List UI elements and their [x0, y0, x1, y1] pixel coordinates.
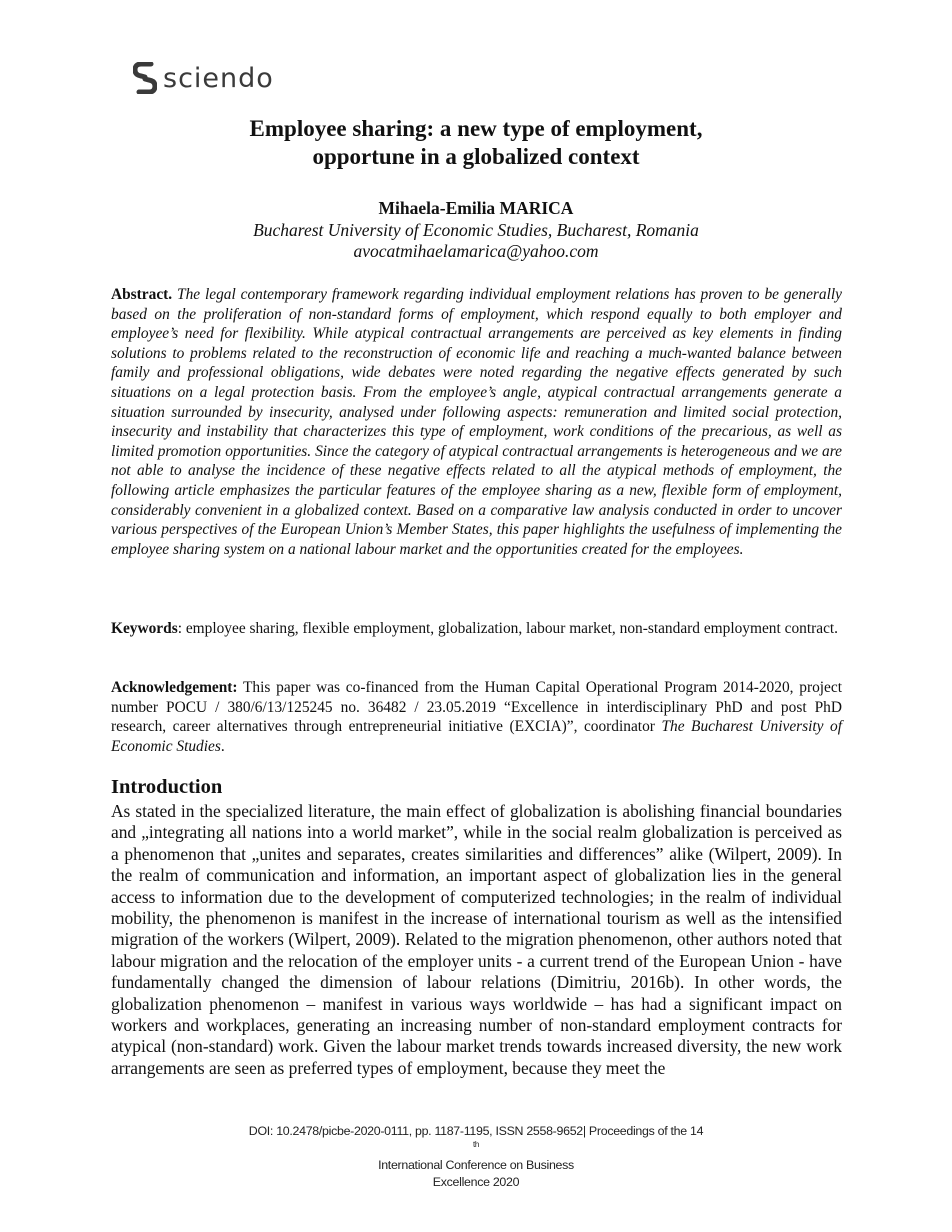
keywords: [111, 619, 842, 639]
footer-conference: International Conference on Business: [378, 1158, 574, 1172]
abstract: [111, 285, 842, 559]
acknowledgement-end: .: [220, 737, 225, 755]
footer-line-2: Excellence 2020: [432, 1175, 520, 1189]
title-line-2: opportune in a globalized context: [312, 144, 640, 169]
author-affiliation: Bucharest University of Economic Studies, Bucharest, Romania: [253, 220, 699, 240]
author-name: Mihaela-Emilia MARICA: [378, 198, 574, 218]
keywords-label: Keywords: [111, 620, 178, 637]
author-email: avocatmihaelamarica@yahoo.com: [353, 241, 599, 261]
abstract-label: Abstract.: [111, 286, 173, 303]
logo-text: sciendo: [163, 62, 274, 94]
footer-line-1: [0, 1123, 952, 1174]
acknowledgement-text: This paper was co-financed from the Human Capital Operational Program 2014-2020, project number POCU / 380/6/13/125245 no. 36482 / 23.05.2019 “Excellence in interdisciplinary PhD and post PhD research, career alternatives through entrepreneurial initiative (EXCIA)”, coordinator: [111, 679, 842, 736]
publisher-logo: [133, 62, 274, 94]
acknowledgement: [111, 678, 842, 756]
footer-doi: DOI: 10.2478/picbe-2020-0111, pp. 1187-1195, ISSN 2558-9652| Proceedings of the 14: [248, 1124, 704, 1138]
author-block: [0, 198, 952, 262]
introduction-text: As stated in the specialized literature, the main effect of globalization is abolishing financial boundaries and „integrating all nations into a world market”, while in the social realm globalization is perceived as a phenomenon that „unites and separates, creates similarities and differences” alike (Wilpert, 2009). In the realm of communication and information, an important aspect of globalization lies in the general access to information due to the development of computerized technologies; in the realm of individual mobility, the phenomenon is manifest in the increase of international tourism as well as the intensified migration of the workers (Wilpert, 2009). Related to the migration phenomenon, other authors noted that labour migration and the relocation of the employer units - a current trend of the European Union - have fundamentally changed the dimension of labour relations (Dimitriu, 2016b). In other words, the globalization phenomenon – manifest in various ways worldwide – has had a significant impact on workers and workplaces, generating an increasing number of non-standard employment contracts for atypical (non-standard) work. Given the labour market trends towards increased diversity, the new work arrangements are seen as preferred types of employment, because they meet the: [111, 801, 842, 1078]
page-footer: [0, 1123, 952, 1191]
acknowledgement-label: Acknowledgement:: [111, 679, 238, 696]
keywords-text: : employee sharing, flexible employment, globalization, labour market, non-standard employment contract.: [177, 620, 839, 637]
paper-title: [0, 115, 952, 171]
title-line-1: Employee sharing: a new type of employment,: [249, 116, 703, 141]
acknowledgement-institution: The Bucharest University of Economic Studies: [111, 718, 843, 755]
introduction-heading: Introduction: [111, 776, 223, 798]
abstract-text: The legal contemporary framework regarding individual employment relations has proven to be generally based on the proliferation of non-standard forms of employment, which respond equally to both employer and employee’s need for flexibility. While atypical contractual arrangements are perceived as key elements in finding solutions to problems related to the reconstruction of economic life and reaching a much-wanted balance between family and professional obligations, wide debates were noted regarding the negative effects generated by such situations on a legal protection basis. From the employee’s angle, atypical contractual arrangements generate a situation surrounded by insecurity, analysed under following aspects: remuneration and limited social protection, insecurity and instability that characterizes this type of employment, work conditions of the precarious, as well as limited promotion opportunities. Since the category of atypical contractual arrangements is heterogeneous and we are not able to analyse the incidence of these negative effects related to all the atypical methods of employment, the following article emphasizes the particular features of the employee sharing as a new, flexible form of employment, considerably convenient in a globalized context. Based on a comparative law analysis conducted in order to uncover various perspectives of the European Union’s Member States, this paper highlights the usefulness of implementing the employee sharing system on a national labour market and the opportunities created for the employees.: [111, 286, 842, 558]
sciendo-s-logo-icon: [133, 62, 157, 94]
footer-superscript: th: [472, 1139, 480, 1149]
